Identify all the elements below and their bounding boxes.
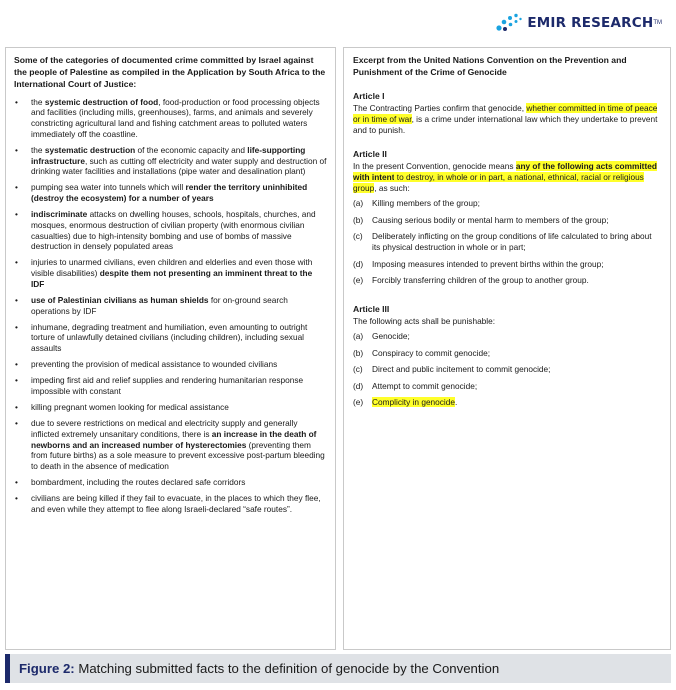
article-list-item [353, 275, 662, 286]
bullet-icon: • [15, 493, 18, 504]
bold-text: use of Palestinian civilians as human shields [31, 294, 209, 305]
item-text: Genocide; [372, 331, 410, 342]
text-run: the [31, 96, 45, 107]
item-marker: (d) [353, 258, 364, 269]
crime-list-item [14, 182, 327, 203]
text-run: preventing the provision of medical assistance to wounded civilians [31, 359, 278, 370]
item-marker: (a) [353, 198, 364, 209]
convention-panel [343, 47, 671, 650]
article-list-item [353, 215, 662, 226]
text-run: impeding first aid and relief supplies and rendering humanitarian response impossible with constant [31, 375, 304, 396]
article-list-item [353, 331, 662, 342]
text-run: In the present Convention, genocide means [353, 161, 516, 172]
item-text: Killing members of the group; [372, 198, 480, 209]
text-run: The following acts shall be punishable: [353, 316, 496, 327]
brand-tm: TM [653, 20, 662, 26]
item-text: Attempt to commit genocide; [372, 380, 478, 391]
brand-name: EMIR RESEARCH [527, 15, 654, 31]
item-text: Forcibly transferring children of the group to another group. [372, 275, 589, 286]
article-list-item [353, 348, 662, 359]
text-run: attacks on dwelling houses, schools, hospitals, churches, and mosques, enormous destruction of civilian property (with enormous civilian casualties) due to high-intensity bombing and use of bombs of massive destruction in densely populated areas [31, 209, 316, 252]
bullet-icon: • [15, 144, 18, 155]
bullet-icon: • [15, 375, 18, 386]
text-run: for on-ground search operations by IDF [31, 294, 288, 316]
article-3-list [353, 331, 662, 408]
article-2-text [353, 161, 662, 194]
bullet-icon: • [15, 294, 18, 305]
item-punctuation: . [455, 397, 458, 408]
text-run: of the economic capacity and [135, 144, 248, 155]
crime-list-item [14, 322, 327, 354]
highlighted-text: whether committed in time of peace or in time of war [353, 103, 658, 125]
text-run: bombardment, including the routes declared safe corridors [31, 477, 246, 487]
text-run: injuries to unarmed civilians, even children and elderlies and even those with visible disabilities) [31, 257, 313, 279]
bullet-icon: • [15, 96, 18, 107]
item-text: Direct and public incitement to commit genocide; [372, 364, 551, 375]
text-run: pumping sea water into tunnels which will [31, 182, 186, 193]
highlighted-text: to destroy, in whole or in part, a national, ethnical, racial or religious group [353, 172, 644, 194]
item-text: Conspiracy to commit genocide; [372, 347, 491, 358]
crimes-panel [5, 47, 336, 650]
caption-text [19, 661, 499, 676]
crime-list-item [14, 97, 327, 140]
crime-list-item [14, 295, 327, 316]
crime-list-item [14, 477, 327, 488]
crime-list-item [14, 257, 327, 289]
bullet-icon: • [15, 321, 18, 332]
text-run: , as such: [374, 183, 410, 194]
text-run: The Contracting Parties confirm that genocide, [353, 103, 527, 114]
bold-text: systematic destruction [44, 144, 136, 155]
item-marker: (c) [353, 364, 363, 375]
article-list-item [353, 364, 662, 375]
crime-list-item [14, 493, 327, 514]
text-run: (preventing them from future births) as a sole measure to prevent excessive post-partum bleeding to death in the absence of medication [31, 439, 325, 471]
bold-text: despite them not presenting an imminent threat to the IDF [31, 268, 313, 289]
bullet-icon: • [15, 182, 18, 193]
text-run: inhumane, degrading treatment and humiliation, even amounting to outright torture of unlawfully detained civilians (including children), including sexual assaults [31, 321, 308, 354]
text-run: , is a crime under international law which they undertake to prevent and to punish. [353, 114, 658, 136]
bold-text: life-supporting infrastructure [31, 144, 306, 166]
item-marker: (b) [353, 214, 364, 225]
crime-list-item [14, 145, 327, 177]
caption-body: Matching submitted facts to the definition of genocide by the Convention [74, 661, 500, 676]
bold-text: indiscriminate [31, 209, 88, 220]
text-run: , such as cutting off electricity and water supply and destruction of drinking water facilities and installations (pipe water and desalination plant) [31, 155, 327, 177]
crime-list-item [14, 209, 327, 252]
article-2-list [353, 198, 662, 286]
bullet-icon: • [15, 209, 18, 220]
brand-logo [493, 12, 662, 34]
caption-label: Figure 2: [19, 661, 75, 676]
bullet-icon: • [15, 257, 18, 268]
text-run: civilians are being killed if they fail to evacuate, in the places to which they flee, and even while they attempt to flee along Israeli-declared “safe routes”. [31, 493, 321, 514]
crimes-title: Some of the categories of documented crime committed by Israel against the people of Palestine as compiled in the Application by South Africa to the International Court of Justice: [14, 55, 326, 90]
bullet-icon: • [15, 418, 18, 429]
bullet-icon: • [15, 477, 18, 487]
item-marker: (e) [353, 275, 364, 286]
bold-text: systemic destruction of food [44, 96, 159, 107]
convention-title: Excerpt from the United Nations Convention on the Prevention and Punishment of the Crime of Genocide [353, 55, 627, 78]
bullet-icon: • [15, 402, 18, 412]
crimes-list [14, 97, 327, 515]
crime-list-item [14, 402, 327, 413]
article-list-item [353, 198, 662, 209]
bold-text: render the territory uninhibited (destroy the ecosystem) for a number of years [31, 182, 308, 204]
text-run: due to severe restrictions on medical and electricity supply and generally inflicted extremely unsanitary conditions, there is [31, 418, 298, 439]
item-marker: (c) [353, 231, 363, 242]
article-list-item [353, 381, 662, 392]
highlighted-bold-text: any of the following acts committed with intent [353, 161, 657, 183]
item-text: Deliberately inflicting on the group conditions of life calculated to bring about its physical destruction in whole or in part; [372, 231, 652, 253]
bold-text: an increase in the death of newborns and an increased number of hysterectomies [31, 428, 317, 450]
article-3-text [353, 316, 662, 327]
crime-list-item [14, 359, 327, 370]
emir-logo-icon [493, 12, 523, 34]
text-run: the [31, 144, 45, 155]
article-1-heading: Article I [353, 91, 385, 102]
item-marker: (a) [353, 331, 364, 342]
item-text: Causing serious bodily or mental harm to members of the group; [372, 214, 609, 225]
item-text: Imposing measures intended to prevent births within the group; [372, 258, 604, 269]
article-list-item [353, 231, 662, 253]
item-marker: (d) [353, 380, 364, 391]
text-run: killing pregnant women looking for medical assistance [31, 402, 229, 412]
item-marker: (e) [353, 397, 364, 408]
article-list-item [353, 259, 662, 270]
article-list-item [353, 397, 662, 408]
crime-list-item [14, 418, 327, 472]
highlighted-text: Complicity in genocide [372, 397, 456, 408]
bullet-icon: • [15, 359, 18, 370]
item-marker: (b) [353, 347, 364, 358]
crime-list-item [14, 375, 327, 396]
caption-accent [5, 654, 10, 683]
figure-caption [5, 654, 671, 683]
article-1-text [353, 103, 662, 136]
article-2-heading: Article II [353, 149, 387, 160]
article-3-heading: Article III [353, 304, 390, 315]
text-run: , food-production or food processing objects and facilities (including mills, greenhouses), farms, and animals and severely constricting agricultural land and fishing catchment areas to polluted waters immediately off the coastline. [31, 96, 320, 139]
